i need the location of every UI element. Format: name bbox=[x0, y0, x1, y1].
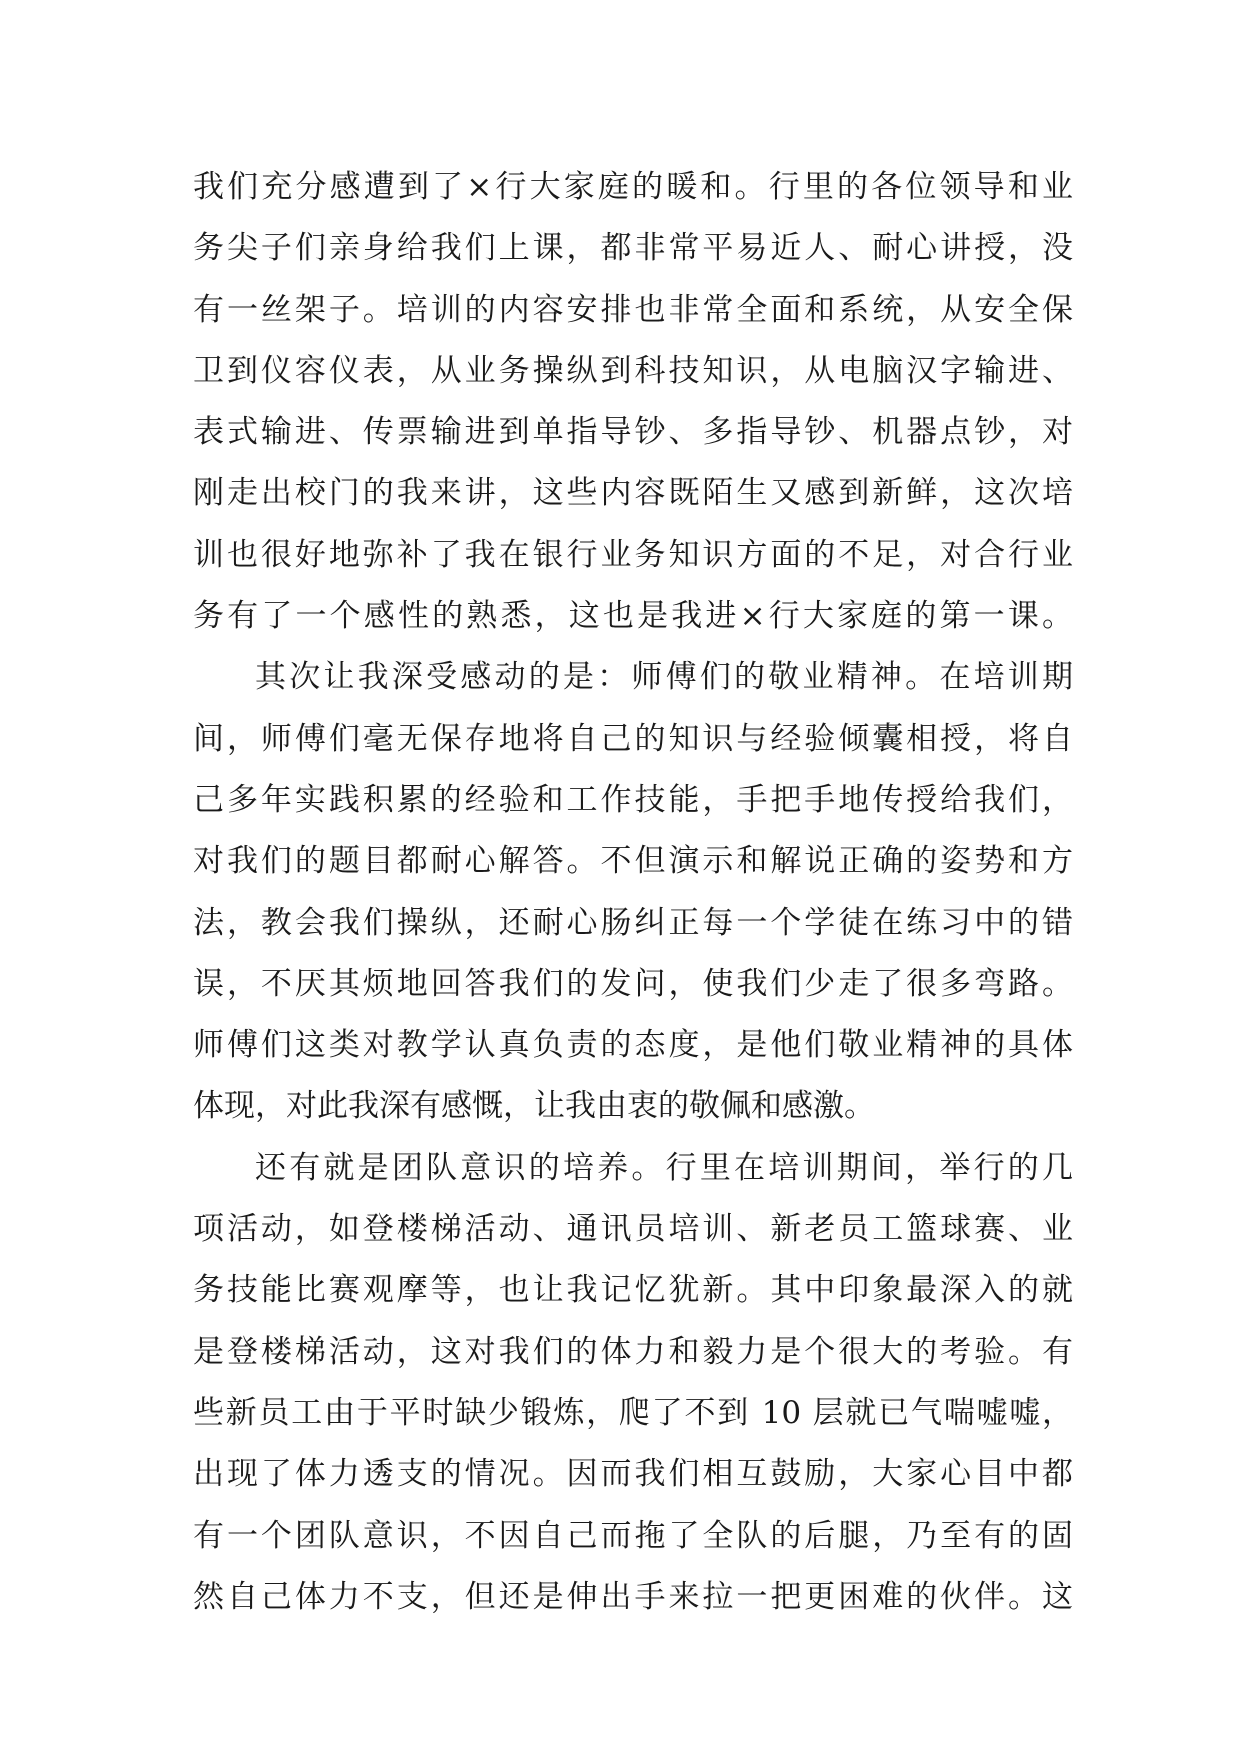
paragraph-first-line: 还有就是团队意识的培养。行里在培训期间，举行的几 bbox=[255, 1149, 1073, 1186]
text-line: 训也很好地弥补了我在银行业务知识方面的不足，对合行业 bbox=[193, 536, 1073, 573]
text-line: 然自己体力不支，但还是伸出手来拉一把更困难的伙伴。这 bbox=[193, 1578, 1073, 1615]
text-line: 有一丝架子。培训的内容安排也非常全面和系统，从安全保 bbox=[193, 291, 1073, 328]
text-line: 我们充分感遭到了×行大家庭的暖和。行里的各位领导和业 bbox=[193, 169, 1073, 205]
text-line: 出现了体力透支的情况。因而我们相互鼓励，大家心目中都 bbox=[193, 1456, 1073, 1493]
text-line: 是登楼梯活动，这对我们的体力和毅力是个很大的考验。有 bbox=[193, 1333, 1073, 1370]
text-line: 己多年实践积累的经验和工作技能，手把手地传授给我们， bbox=[193, 781, 1073, 818]
text-line: 表式输进、传票输进到单指导钞、多指导钞、机器点钞，对 bbox=[193, 414, 1073, 451]
text-line: 务有了一个感性的熟悉，这也是我进×行大家庭的第一课。 bbox=[193, 598, 1073, 635]
text-line: 间，师傅们毫无保存地将自己的知识与经验倾囊相授，将自 bbox=[193, 720, 1073, 757]
text-line: 卫到仪容仪表，从业务操纵到科技知识，从电脑汉字输进、 bbox=[193, 352, 1073, 389]
document-body bbox=[193, 157, 1073, 1628]
text-line: 务技能比赛观摩等，也让我记忆犹新。其中印象最深入的就 bbox=[193, 1272, 1073, 1309]
text-line: 务尖子们亲身给我们上课，都非常平易近人、耐心讲授，没 bbox=[193, 230, 1073, 267]
text-line: 误，不厌其烦地回答我们的发问，使我们少走了很多弯路。 bbox=[193, 965, 1073, 1002]
text-line: 法，教会我们操纵，还耐心肠纠正每一个学徒在练习中的错 bbox=[193, 904, 1073, 941]
text-line: 体现，对此我深有感慨，让我由衷的敬佩和感激。 bbox=[193, 1088, 875, 1125]
text-line: 对我们的题目都耐心解答。不但演示和解说正确的姿势和方 bbox=[193, 843, 1073, 880]
text-line: 刚走出校门的我来讲，这些内容既陌生又感到新鲜，这次培 bbox=[193, 475, 1073, 512]
text-line: 项活动，如登楼梯活动、通讯员培训、新老员工篮球赛、业 bbox=[193, 1211, 1073, 1248]
text-line: 有一个团队意识，不因自己而拖了全队的后腿，乃至有的固 bbox=[193, 1517, 1073, 1554]
paragraph-first-line: 其次让我深受感动的是：师傅们的敬业精神。在培训期 bbox=[255, 659, 1073, 696]
text-line: 些新员工由于平时缺少锻炼，爬了不到 10 层就已气喘嘘嘘， bbox=[193, 1394, 1073, 1431]
text-line: 师傅们这类对教学认真负责的态度，是他们敬业精神的具体 bbox=[193, 1027, 1073, 1064]
